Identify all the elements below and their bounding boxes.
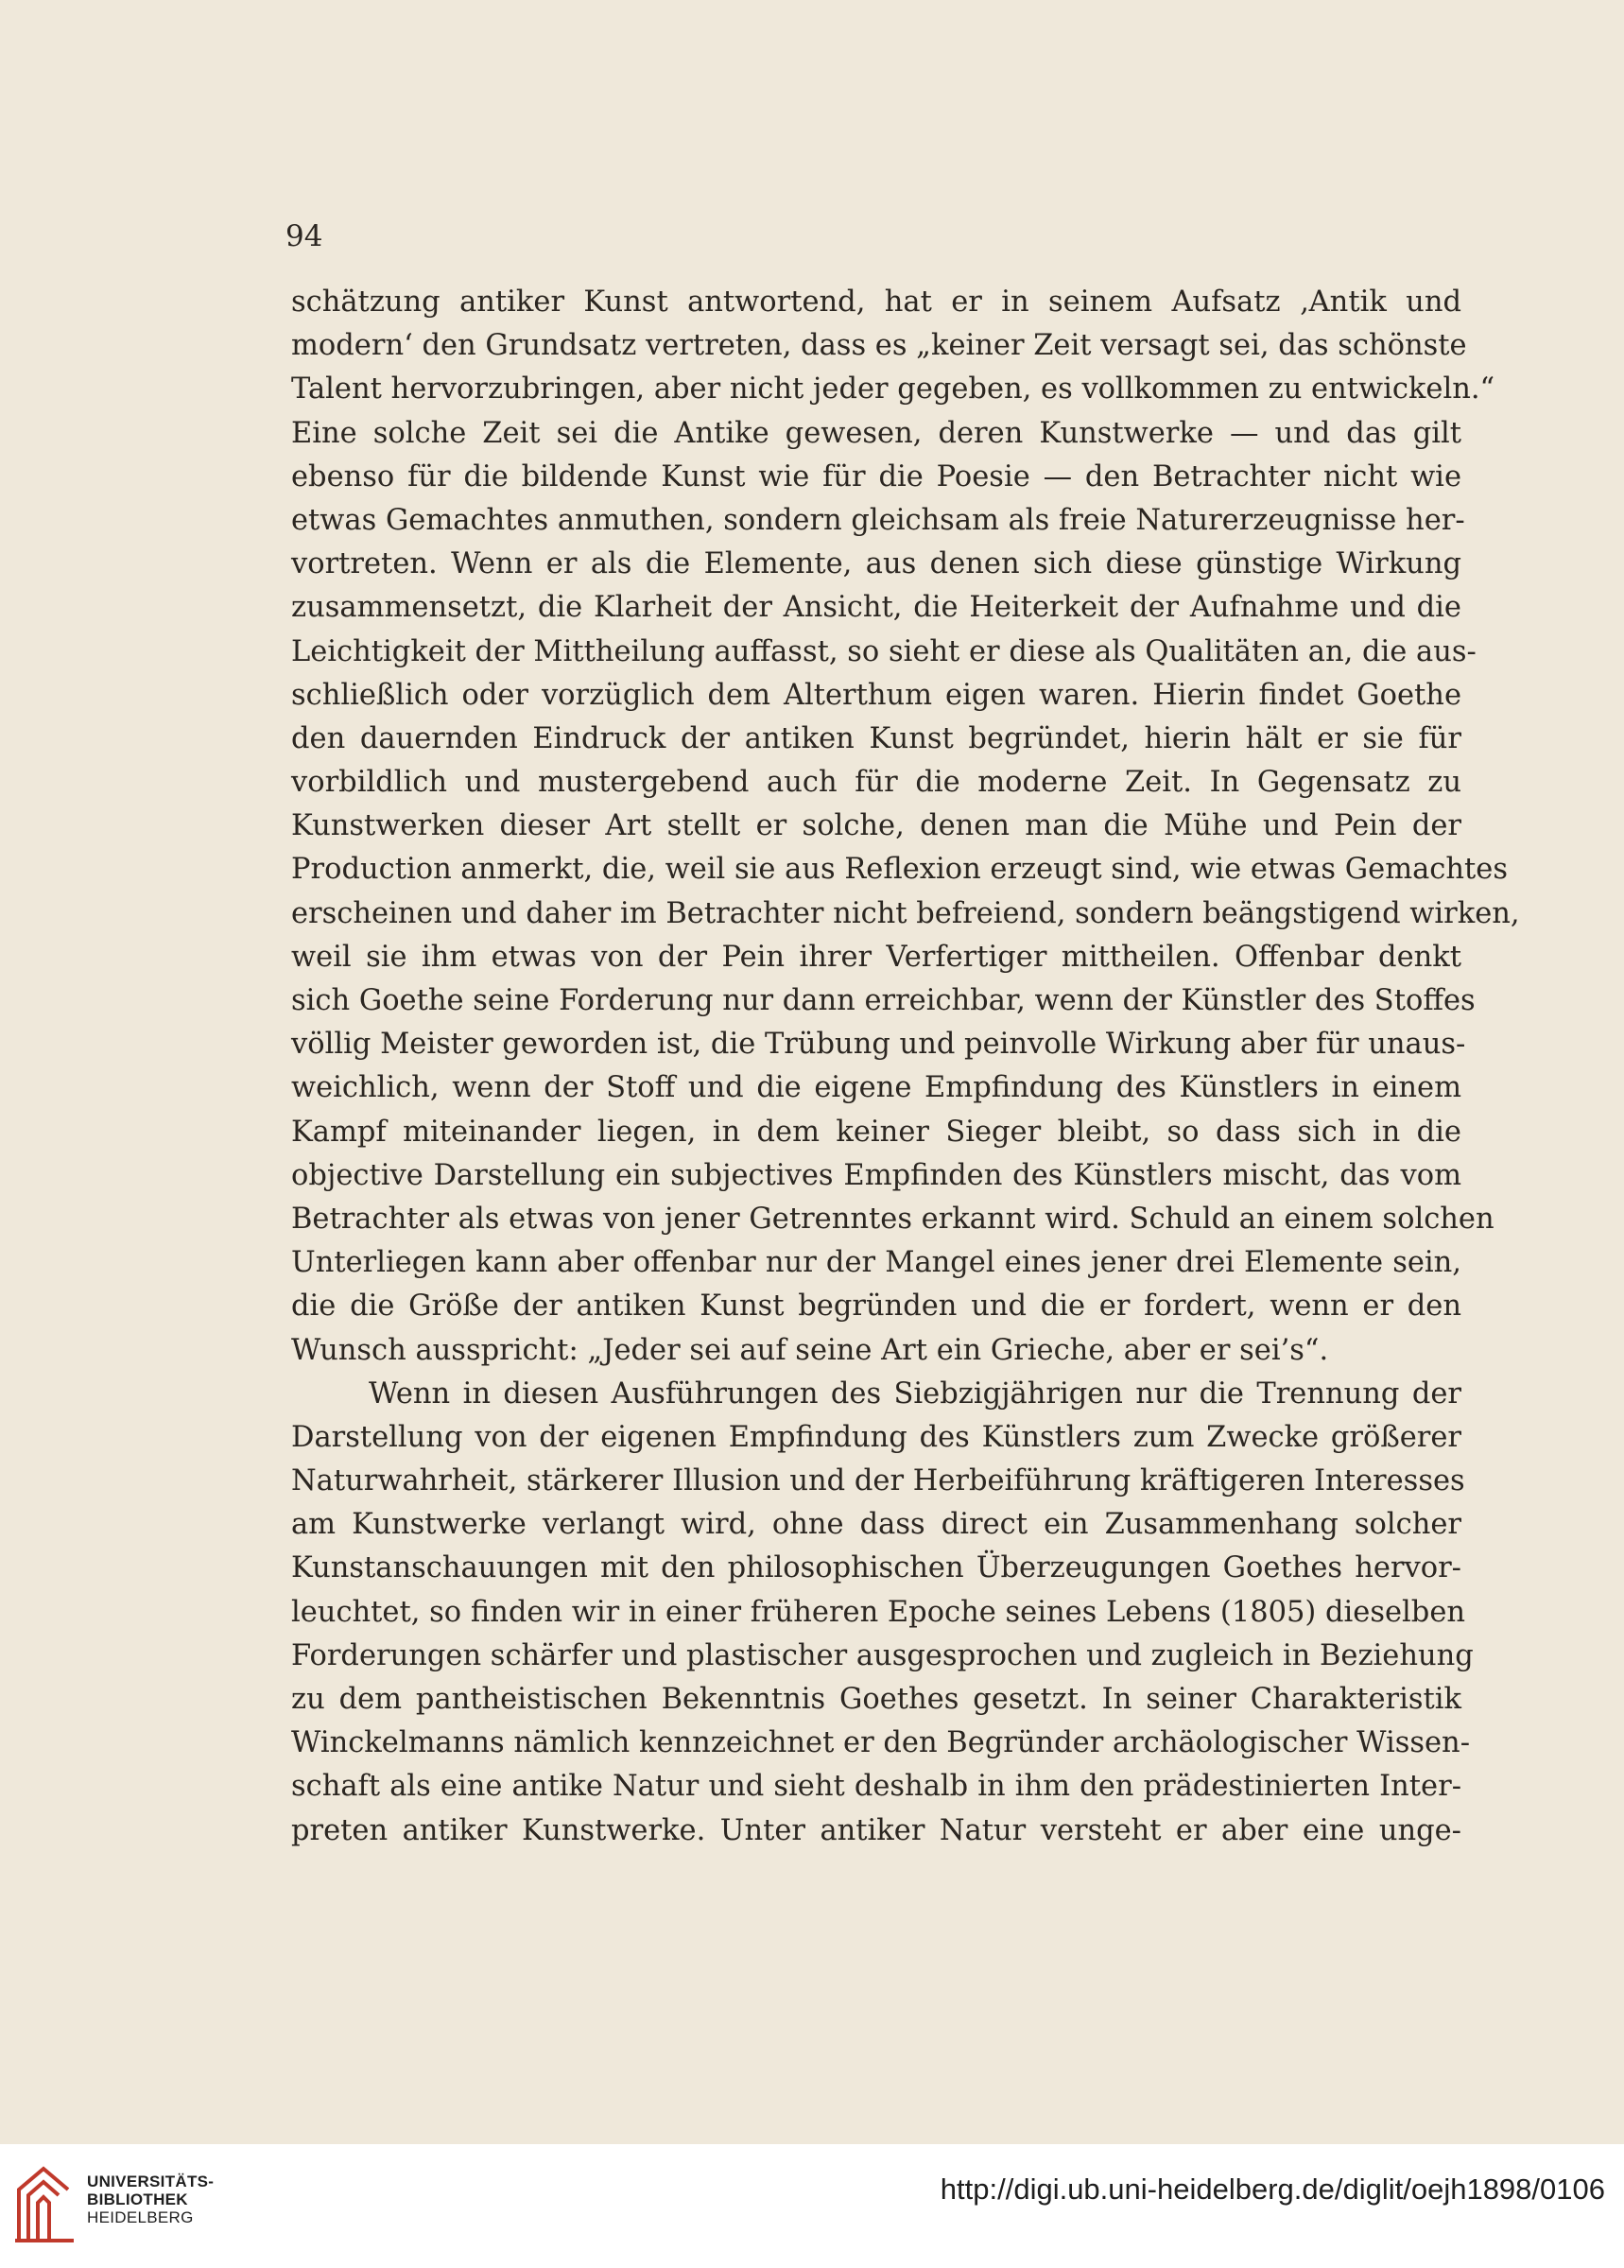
text-line: Wunsch ausspricht: „Jeder sei auf seine Art ein Grieche, aber er sei’s“. xyxy=(291,1333,1329,1367)
text-line: objective Darstellung ein subjectives Empfinden des Künstlers mischt, das vom xyxy=(291,1158,1461,1192)
text-line: Production anmerkt, die, weil sie aus Reflexion erzeugt sind, wie etwas Gemachtes xyxy=(291,853,1508,887)
text-line: schätzung antiker Kunst antwortend, hat er in seinem Aufsatz ‚Antik und xyxy=(291,286,1461,319)
text-line: preten antiker Kunstwerke. Unter antiker Natur versteht er aber eine unge- xyxy=(291,1813,1461,1847)
text-line: Kunstwerken dieser Art stellt er solche, denen man die Mühe und Pein der xyxy=(291,809,1461,843)
library-logo-icon xyxy=(11,2165,78,2244)
text-line: etwas Gemachtes anmuthen, sondern gleichsam als freie Naturerzeugnisse her- xyxy=(291,503,1465,537)
footer-bar xyxy=(0,2144,1624,2268)
text-line: am Kunstwerke verlangt wird, ohne dass direct ein Zusammenhang solcher xyxy=(291,1508,1461,1542)
text-line: erscheinen und daher im Betrachter nicht befreiend, sondern beängstigend wirken, xyxy=(291,896,1520,930)
library-name-line: HEIDELBERG xyxy=(87,2208,194,2226)
text-line: die die Größe der antiken Kunst begründen und die er fordert, wenn er den xyxy=(291,1290,1461,1324)
text-line: modern‘ den Grundsatz vertreten, dass es „keiner Zeit versagt sei, das schönste xyxy=(291,329,1467,363)
text-line: Eine solche Zeit sei die Antike gewesen, deren Kunstwerke — und das gilt xyxy=(291,416,1461,450)
library-name-line: UNIVERSITÄTS- xyxy=(87,2173,215,2190)
text-line: leuchtet, so finden wir in einer früheren Epoche seines Lebens (1805) dieselben xyxy=(291,1595,1466,1629)
page-number: 94 xyxy=(285,219,323,253)
library-name-line: BIBLIOTHEK xyxy=(87,2190,188,2208)
text-line: Winckelmanns nämlich kennzeichnet er den Begründer archäologischer Wissen- xyxy=(291,1726,1471,1760)
text-line: den dauernden Eindruck der antiken Kunst begründet, hierin hält er sie für xyxy=(291,721,1461,755)
text-line: sich Goethe seine Forderung nur dann erreichbar, wenn der Künstler des Stoffes xyxy=(291,984,1476,1017)
text-line: Wenn in diesen Ausführungen des Siebzigjährigen nur die Trennung der xyxy=(369,1376,1461,1411)
text-line: zu dem pantheistischen Bekenntnis Goethes gesetzt. In seiner Charakteristik xyxy=(291,1683,1461,1716)
library-name xyxy=(87,2173,214,2226)
text-line: vorbildlich und mustergebend auch für die moderne Zeit. In Gegensatz zu xyxy=(291,766,1461,800)
text-line: Kunstanschauungen mit den philosophischen Überzeugungen Goethes hervor- xyxy=(291,1551,1461,1585)
text-line: weil sie ihm etwas von der Pein ihrer Verfertiger mittheilen. Offenbar denkt xyxy=(291,940,1461,974)
text-line: Forderungen schärfer und plastischer ausgesprochen und zugleich in Beziehung xyxy=(291,1638,1474,1672)
text-line: Naturwahrheit, stärkerer Illusion und der Herbeiführung kräftigeren Interesses xyxy=(291,1464,1465,1498)
text-line: schließlich oder vorzüglich dem Alterthum eigen waren. Hierin findet Goethe xyxy=(291,678,1461,712)
text-line: Kampf miteinander liegen, in dem keiner Sieger bleibt, so dass sich in die xyxy=(291,1115,1461,1149)
source-url-link[interactable]: http://digi.ub.uni-heidelberg.de/diglit/oejh1898/0106 xyxy=(940,2173,1605,2206)
text-line: weichlich, wenn der Stoff und die eigene Empfindung des Künstlers in einem xyxy=(291,1071,1461,1105)
text-line: Talent hervorzubringen, aber nicht jeder gegeben, es vollkommen zu entwickeln.“ xyxy=(291,372,1495,407)
text-line: schaft als eine antike Natur und sieht deshalb in ihm den prädestinierten Inter- xyxy=(291,1770,1461,1804)
text-line: vortreten. Wenn er als die Elemente, aus denen sich diese günstige Wirkung xyxy=(291,547,1461,581)
body-text xyxy=(291,281,1520,1853)
text-line: völlig Meister geworden ist, die Trübung und peinvolle Wirkung aber für unaus- xyxy=(291,1028,1466,1062)
text-line: Betrachter als etwas von jener Getrenntes erkannt wird. Schuld an einem solchen xyxy=(291,1202,1494,1236)
text-line: Unterliegen kann aber offenbar nur der Mangel eines jener drei Elemente sein, xyxy=(291,1246,1461,1280)
text-line: Leichtigkeit der Mittheilung auffasst, so sieht er diese als Qualitäten an, die aus- xyxy=(291,634,1477,668)
text-line: ebenso für die bildende Kunst wie für die Poesie — den Betrachter nicht wie xyxy=(291,459,1461,493)
text-line: Darstellung von der eigenen Empfindung des Künstlers zum Zwecke größerer xyxy=(291,1420,1461,1454)
text-line: zusammensetzt, die Klarheit der Ansicht, die Heiterkeit der Aufnahme und die xyxy=(291,591,1461,625)
